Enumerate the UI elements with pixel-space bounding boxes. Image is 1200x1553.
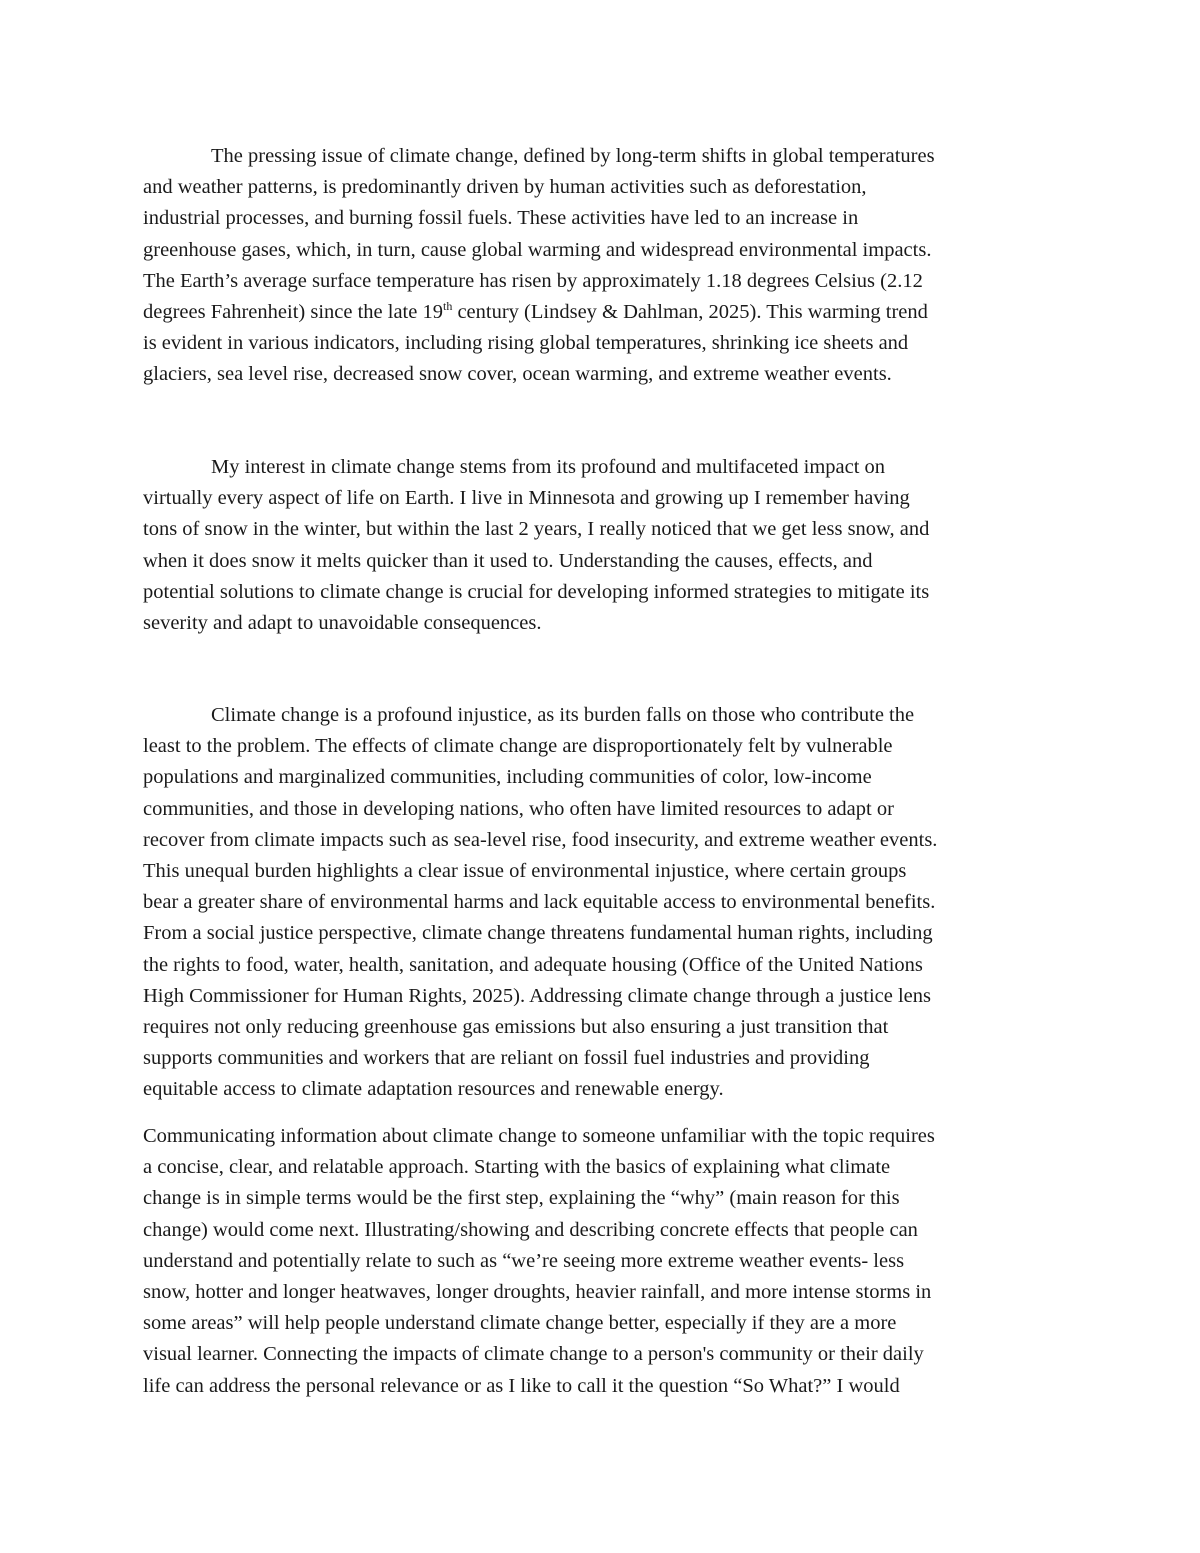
paragraph-line: least to the problem. The effects of climate change are disproportionately felt by vulnerable [143, 735, 893, 758]
paragraph-line: Communicating information about climate change to someone unfamiliar with the topic requires [143, 1125, 935, 1147]
paragraph-line: life can address the personal relevance or as I like to call it the question “So What?” I would [143, 1374, 900, 1397]
paragraph-line: change) would come next. Illustrating/showing and describing concrete effects that people can [143, 1218, 918, 1241]
paragraph-line: a concise, clear, and relatable approach. Starting with the basics of explaining what climate [143, 1156, 891, 1179]
superscript-ordinal: th [442, 299, 453, 314]
paragraph-line [143, 297, 1058, 328]
paragraph-climate-injustice [143, 700, 1058, 1106]
paragraph-line: tons of snow in the winter, but within the last 2 years, I really noticed that we get less snow, and [143, 518, 930, 541]
paragraph-line: change is in simple terms would be the first step, explaining the “why” (main reason for this [143, 1187, 900, 1210]
paragraph-line: visual learner. Connecting the impacts of climate change to a person's community or their daily [143, 1343, 924, 1366]
paragraph-line: potential solutions to climate change is crucial for developing informed strategies to mitigate its [143, 580, 930, 603]
paragraph-climate-definition [143, 141, 1058, 391]
paragraph-line: This unequal burden highlights a clear issue of environmental injustice, where certain groups [143, 860, 907, 883]
paragraph-line: High Commissioner for Human Rights, 2025). Addressing climate change through a justice lens [143, 984, 931, 1007]
line-text: century (Lindsey & Dahlman, 2025). This warming trend [452, 301, 928, 324]
paragraph-line: glaciers, sea level rise, decreased snow cover, ocean warming, and extreme weather events. [143, 363, 892, 386]
paragraph-communicating-climate [143, 1121, 1058, 1402]
paragraph-line: communities, and those in developing nations, who often have limited resources to adapt or [143, 797, 894, 820]
paragraph-line: supports communities and workers that are reliant on fossil fuel industries and providing [143, 1047, 870, 1070]
paragraph-line: bear a greater share of environmental harms and lack equitable access to environmental benefits. [143, 891, 936, 914]
paragraph-line: greenhouse gases, which, in turn, cause global warming and widespread environmental impacts. [143, 238, 932, 261]
paragraph-line: populations and marginalized communities, including communities of color, low-income [143, 766, 872, 789]
paragraph-personal-interest [143, 452, 1058, 639]
paragraph-line: when it does snow it melts quicker than it used to. Understanding the causes, effects, and [143, 549, 873, 572]
paragraph-line: snow, hotter and longer heatwaves, longer droughts, heavier rainfall, and more intense storms in [143, 1281, 932, 1304]
paragraph-line: virtually every aspect of life on Earth. I live in Minnesota and growing up I remember having [143, 487, 910, 510]
paragraph-line: the rights to food, water, health, sanitation, and adequate housing (Office of the United Nations [143, 953, 923, 976]
paragraph-line: some areas” will help people understand climate change better, especially if they are a more [143, 1312, 897, 1335]
paragraph-line: Climate change is a profound injustice, as its burden falls on those who contribute the [211, 704, 915, 726]
paragraph-line: The Earth’s average surface temperature has risen by approximately 1.18 degrees Celsius (2.12 [143, 269, 923, 292]
paragraph-line: severity and adapt to unavoidable consequences. [143, 612, 542, 635]
paragraph-line: industrial processes, and burning fossil fuels. These activities have led to an increase in [143, 207, 859, 230]
paragraph-line: requires not only reducing greenhouse gas emissions but also ensuring a just transition that [143, 1016, 889, 1039]
paragraph-line: understand and potentially relate to such as “we’re seeing more extreme weather events- less [143, 1249, 905, 1272]
line-text: degrees Fahrenheit) since the late 19 [143, 301, 443, 324]
paragraph-line: My interest in climate change stems from its profound and multifaceted impact on [211, 456, 886, 478]
paragraph-line: recover from climate impacts such as sea-level rise, food insecurity, and extreme weather events. [143, 828, 938, 851]
paragraph-line: equitable access to climate adaptation resources and renewable energy. [143, 1078, 724, 1101]
paragraph-line: and weather patterns, is predominantly driven by human activities such as deforestation, [143, 176, 867, 199]
paragraph-line: From a social justice perspective, climate change threatens fundamental human rights, including [143, 922, 933, 945]
paragraph-line: The pressing issue of climate change, defined by long-term shifts in global temperatures [211, 145, 935, 167]
paragraph-line: is evident in various indicators, including rising global temperatures, shrinking ice sheets and [143, 332, 909, 355]
